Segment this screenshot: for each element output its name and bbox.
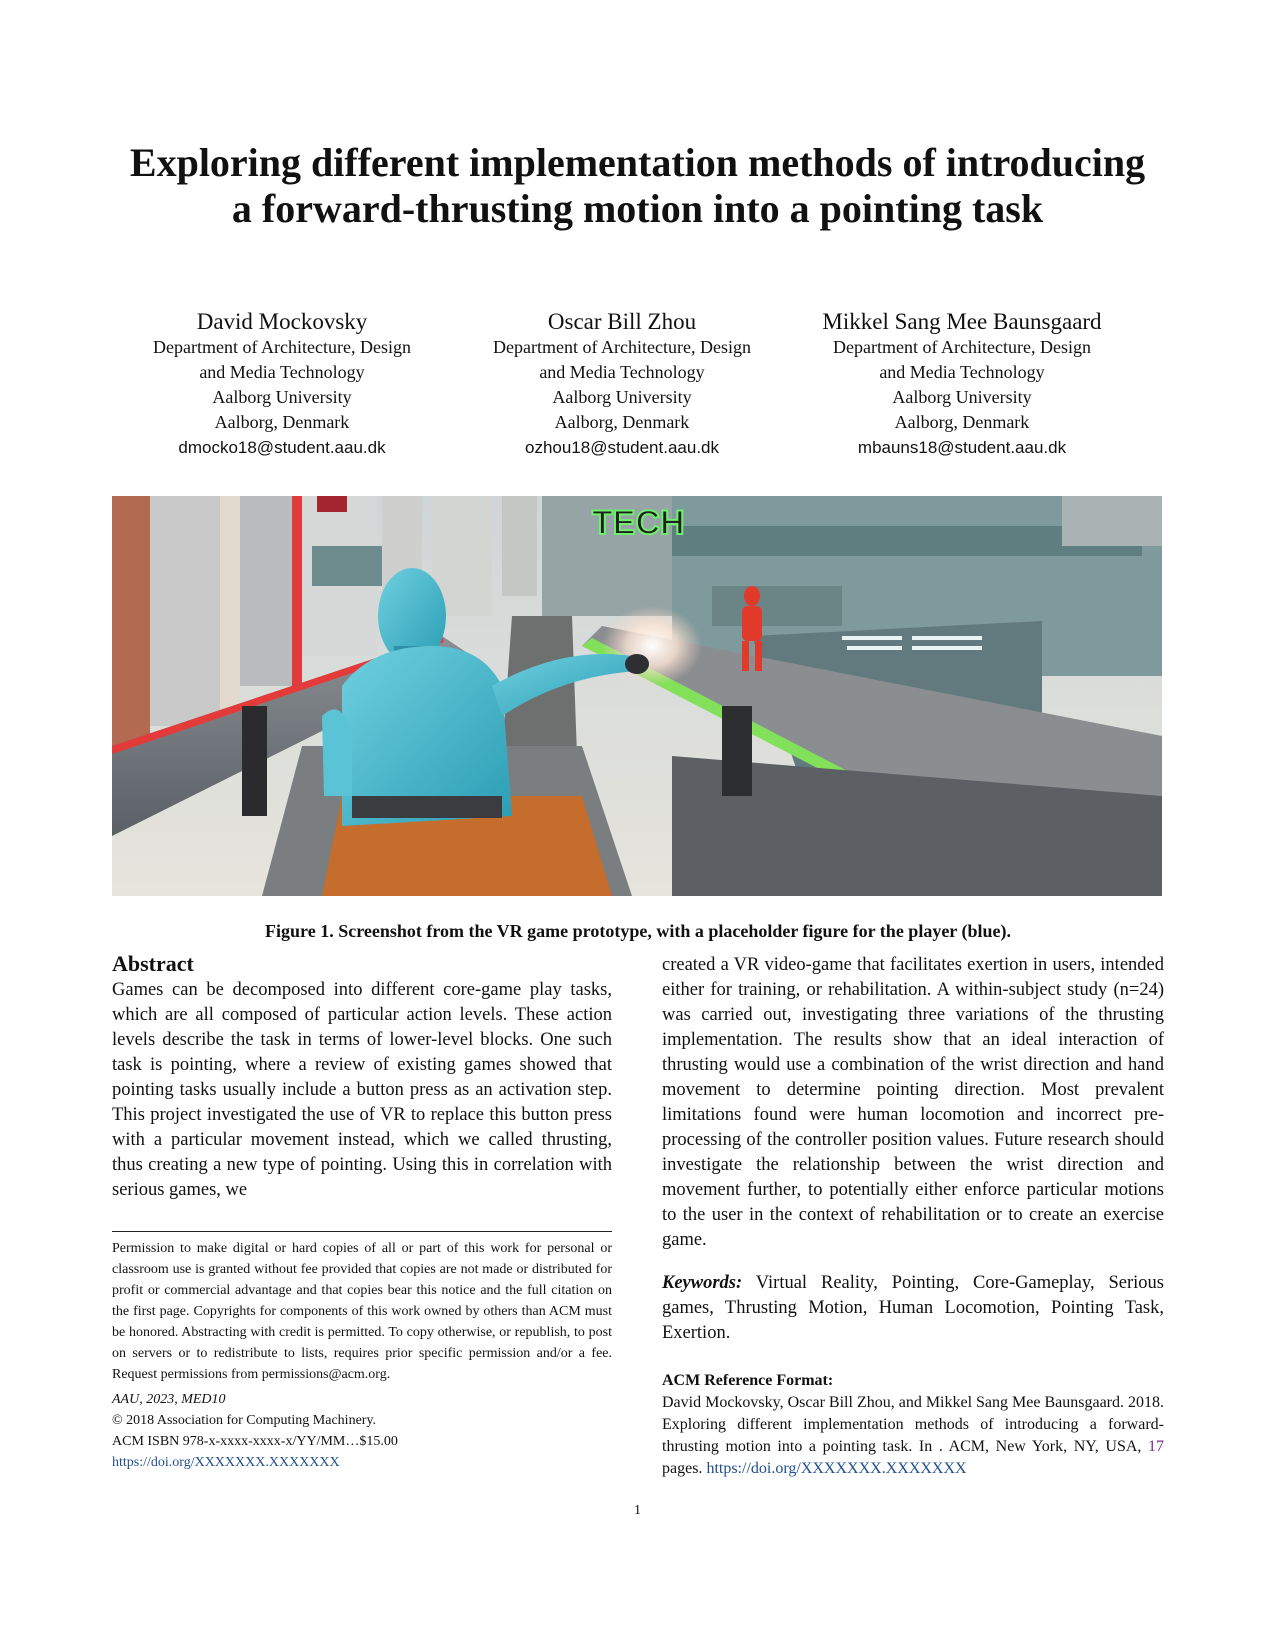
abstract-text-left: Games can be decomposed into different core-game play tasks, which are all composed of particular action levels. These action levels describe the task in terms of lower-level blocks. One such task is pointing, where a review of existing games showed that pointing tasks usually include a button press as an activation step. This project investigated the use of VR to replace this button press with a particular movement instead, which we called thrusting, thus creating a new type of pointing. Using this in correlation with serious games, we [112,980,612,1200]
isbn: ACM ISBN 978-x-xxxx-xxxx-x/YY/MM…$15.00 [112,1434,398,1449]
author-name: Mikkel Sang Mee Baunsgaard [822,309,1102,334]
author-university: Aalborg University [552,387,692,407]
paper-title: Exploring different implementation methods of introducing a forward-thrusting motion into a pointing task [129,140,1146,231]
author-name: Oscar Bill Zhou [547,309,697,334]
author-name: David Mockovsky [196,309,368,334]
keywords [662,1271,1164,1346]
pillar [242,706,267,816]
left-column [112,950,612,1473]
pillar [722,706,752,796]
author-department: Department of Architecture, Design [153,337,411,357]
author-2 [452,308,792,460]
author-university: Aalborg University [212,387,352,407]
author-email: dmocko18@student.aau.dk [178,438,386,457]
author-3 [792,308,1132,460]
keywords-text: Virtual Reality, Pointing, Core-Gameplay, Serious games, Thrusting Motion, Human Locomotion, Pointing Task, Exertion. [662,1273,1164,1343]
author-email: mbauns18@student.aau.dk [857,438,1067,457]
reference-body: David Mockovsky, Oscar Bill Zhou, and Mikkel Sang Mee Baunsgaard. 2018. Exploring different implementation methods of introducing a forward-thrusting motion into a pointing task. In . ACM, New York, NY, USA, [662,1394,1164,1455]
permission-notice: Permission to make digital or hard copies of all or part of this work for personal or classroom use is granted without fee provided that copies are not made or distributed for profit or commercial advantage and that copies bear this notice and the full citation on the first page. Copyrights for components of this work owned by others than ACM must be honored. Abstracting with credit is permitted. To copy otherwise, or republish, to post on servers or to redistribute to lists, requires prior specific permission and/or a fee. Request permissions from permissions@acm.org. [112,1241,612,1382]
reference-text [662,1392,1164,1480]
author-department: and Media Technology [199,362,365,382]
abstract-heading: Abstract [112,951,194,976]
pages-word: pages. [662,1460,707,1477]
reference-heading: ACM Reference Format: [662,1372,834,1389]
author-location: Aalborg, Denmark [214,412,350,432]
tech-sign: TECH [592,504,685,542]
author-location: Aalborg, Denmark [894,412,1030,432]
author-email: ozhou18@student.aau.dk [524,438,719,457]
author-department: Department of Architecture, Design [493,337,751,357]
author-department: Department of Architecture, Design [833,337,1091,357]
game-screenshot [112,496,1162,896]
author-department: and Media Technology [539,362,705,382]
footnote-rule [112,1231,612,1232]
page-count-link[interactable]: 17 [1148,1438,1164,1455]
right-column [662,953,1164,1480]
page-number: 1 [634,1503,641,1518]
abstract-text-right: created a VR video-game that facilitates exertion in users, intended either for training, or rehabilitation. A within-subject study (n=24) was carried out, investigating three variations of the thrusting implementation. The results show that an ideal interaction of thrusting would use a combination of the wrist direction and hand movement to determine pointing direction. Most prevalent limitations found were human locomotion and incorrect pre-processing of the controller position values. Future research should investigate the relationship between the wrist direction and movement further, to potentially either enforce particular motions to the user in the context of rehabilitation or to create an exercise game. [662,955,1164,1250]
author-1 [112,308,452,460]
venue: AAU, 2023, MED10 [112,1392,226,1407]
muzzle-flash [602,606,702,686]
copyright: © 2018 Association for Computing Machinery. [112,1413,377,1428]
author-block [112,308,1164,460]
reference-doi-link[interactable]: https://doi.org/XXXXXXX.XXXXXXX [706,1460,967,1477]
author-university: Aalborg University [892,387,1032,407]
teaser-figure [112,496,1162,896]
author-location: Aalborg, Denmark [554,412,690,432]
author-department: and Media Technology [879,362,1045,382]
keywords-label: Keywords: [662,1273,743,1293]
doi-link[interactable]: https://doi.org/XXXXXXX.XXXXXXX [112,1455,340,1470]
figure-caption: Figure 1. Screenshot from the VR game prototype, with a placeholder figure for the player (blue). [265,921,1011,941]
